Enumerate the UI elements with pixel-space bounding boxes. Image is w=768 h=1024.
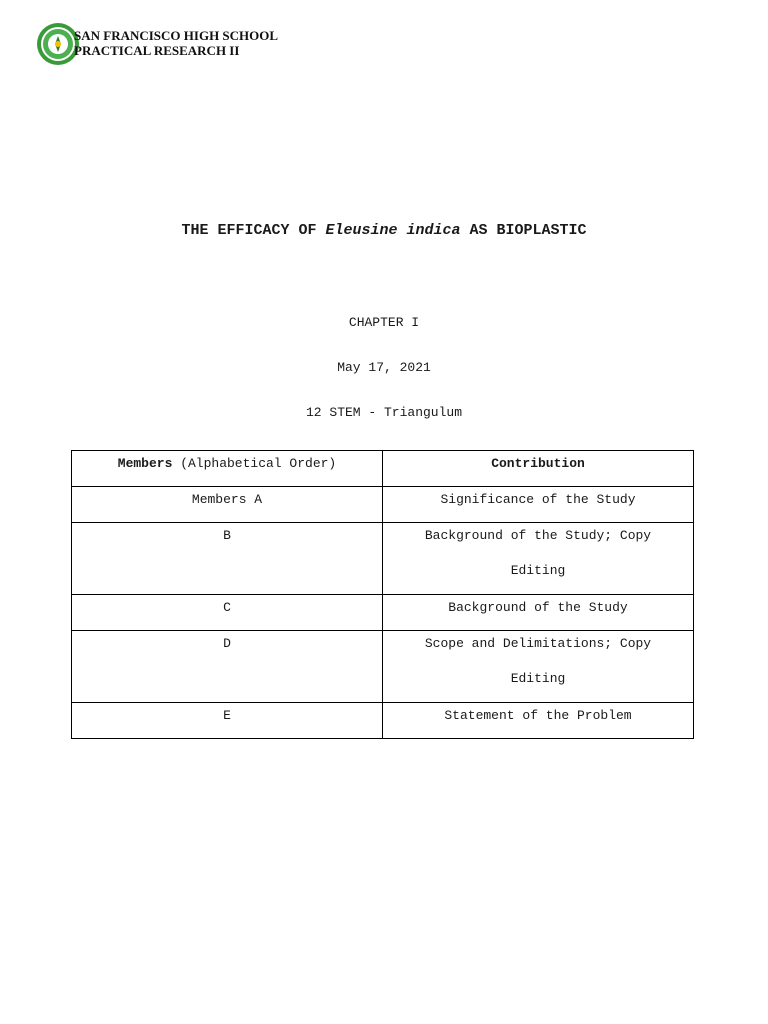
document-title <box>0 221 768 241</box>
contribution-text: Background of the Study <box>448 600 628 615</box>
species-name: Eleusine indica <box>325 222 461 239</box>
members-header-bold: Members <box>117 456 173 471</box>
table-row <box>72 703 694 739</box>
chapter-label: CHAPTER I <box>348 315 420 330</box>
member-name: B <box>223 528 231 543</box>
document-header <box>36 22 336 68</box>
header-text <box>74 28 278 58</box>
member-cell <box>72 631 383 703</box>
member-name: C <box>223 600 231 615</box>
members-header-note: (Alphabetical Order) <box>172 456 337 471</box>
section-label: 12 STEM - Triangulum <box>305 405 463 420</box>
contribution-cell <box>383 631 694 703</box>
contribution-header-label: Contribution <box>491 456 585 471</box>
member-cell <box>72 523 383 595</box>
member-cell <box>72 703 383 739</box>
member-name: D <box>223 636 231 651</box>
subject-name: PRACTICAL RESEARCH II <box>74 43 240 58</box>
contribution-text: Statement of the Problem <box>444 708 632 723</box>
school-name: SAN FRANCISCO HIGH SCHOOL <box>74 28 279 43</box>
document-date: May 17, 2021 <box>337 360 431 375</box>
contribution-text: Background of the Study; Copy Editing <box>424 528 652 578</box>
table-row <box>72 523 694 595</box>
title-suffix: AS BIOPLASTIC <box>460 222 587 239</box>
member-name: Members A <box>191 492 263 507</box>
contribution-cell <box>383 703 694 739</box>
title-prefix: THE EFFICACY OF <box>181 222 326 239</box>
contribution-text: Significance of the Study <box>440 492 636 507</box>
contribution-table <box>71 450 694 739</box>
contribution-cell <box>383 523 694 595</box>
member-name: E <box>223 708 231 723</box>
contribution-text: Scope and Delimitations; Copy Editing <box>424 636 652 686</box>
table-row <box>72 631 694 703</box>
